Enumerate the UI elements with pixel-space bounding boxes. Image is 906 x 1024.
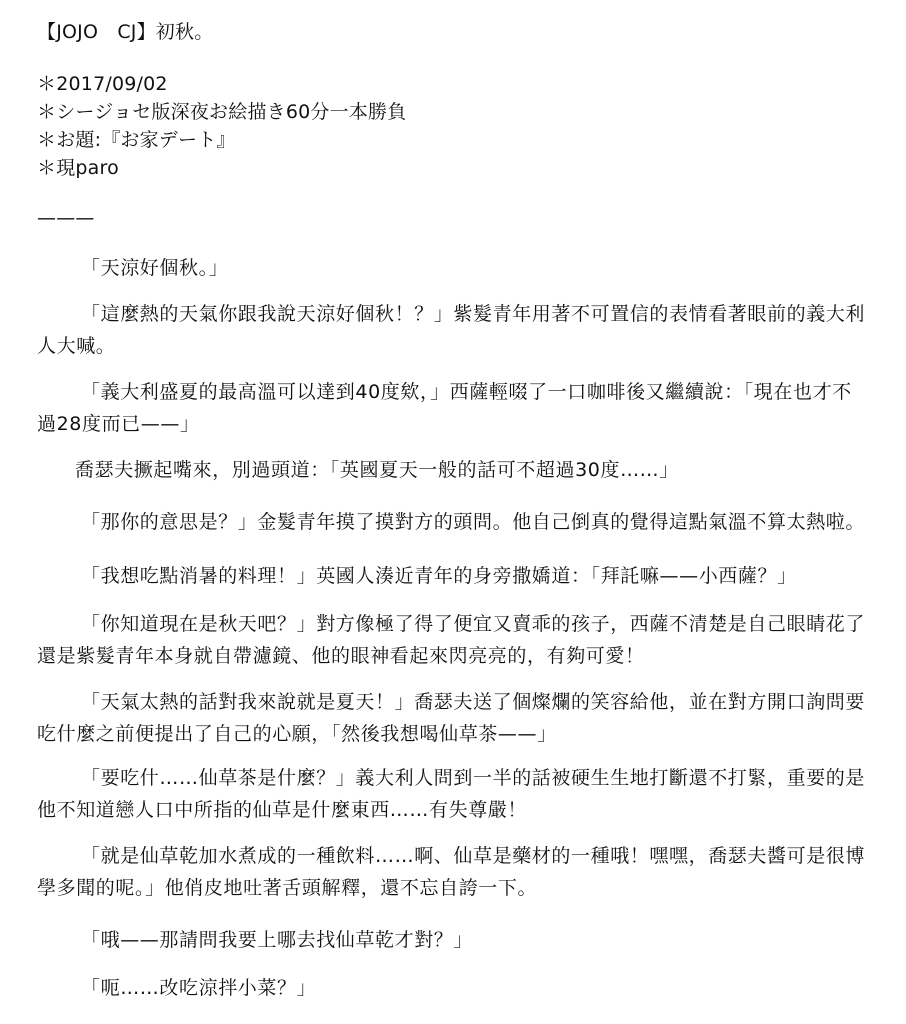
paragraph: 「天氣太熱的話對我來說就是夏天！」喬瑟夫送了個燦爛的笑容給他，並在對方開口詢問要吃什麼之前便提出了自己的心願，「然後我想喝仙草茶——」 <box>37 691 866 745</box>
paragraph: 「那你的意思是？」金髮青年摸了摸對方的頭問。他自己倒真的覺得這點氣溫不算太熱啦。 <box>81 511 866 533</box>
paragraph: 「這麼熱的天氣你跟我說天涼好個秋！？」紫髮青年用著不可置信的表情看著眼前的義大利人大喊。 <box>37 303 866 357</box>
paragraph: 「就是仙草乾加水煮成的一種飲料……啊、仙草是藥材的一種哦！嘿嘿，喬瑟夫醬可是很博學多聞的呢。」他俏皮地吐著舌頭解釋，還不忘自誇一下。 <box>37 845 866 899</box>
meta-date: ＊2017/09/02 <box>37 73 168 95</box>
document-title: 【JOJO CJ】初秋。 <box>37 21 214 43</box>
paragraph: 「你知道現在是秋天吧？」對方像極了得了便宜又賣乖的孩子，西薩不清楚是自己眼睛花了還是紫髮青年本身就自帶濾鏡、他的眼神看起來閃亮亮的，有夠可愛！ <box>37 613 866 667</box>
section-separator: ——— <box>37 207 95 229</box>
paragraph: 「要吃什……仙草茶是什麼？」義大利人問到一半的話被硬生生地打斷還不打緊，重要的是他不知道戀人口中所指的仙草是什麼東西……有失尊嚴！ <box>37 767 866 821</box>
paragraph: 「呃……改吃涼拌小菜？」 <box>81 977 317 999</box>
paragraph: 「我想吃點消暑的料理！」英國人湊近青年的身旁撒嬌道：「拜託嘛——小西薩？」 <box>81 565 797 587</box>
meta-theme: ＊お題:『お家デート』 <box>37 129 236 151</box>
meta-event: ＊シージョセ版深夜お絵描き60分一本勝負 <box>37 101 407 123</box>
paragraph: 喬瑟夫撅起嘴來，別過頭道：「英國夏天一般的話可不超過30度……」 <box>75 459 679 481</box>
paragraph: 「天涼好個秋。」 <box>81 257 229 279</box>
paragraph: 「哦——那請問我要上哪去找仙草乾才對？」 <box>81 929 474 951</box>
paragraph: 「義大利盛夏的最高溫可以達到40度欸，」西薩輕啜了一口咖啡後又繼續說：「現在也才不過28度而已——」 <box>37 381 852 435</box>
meta-setting: ＊現paro <box>37 157 119 179</box>
